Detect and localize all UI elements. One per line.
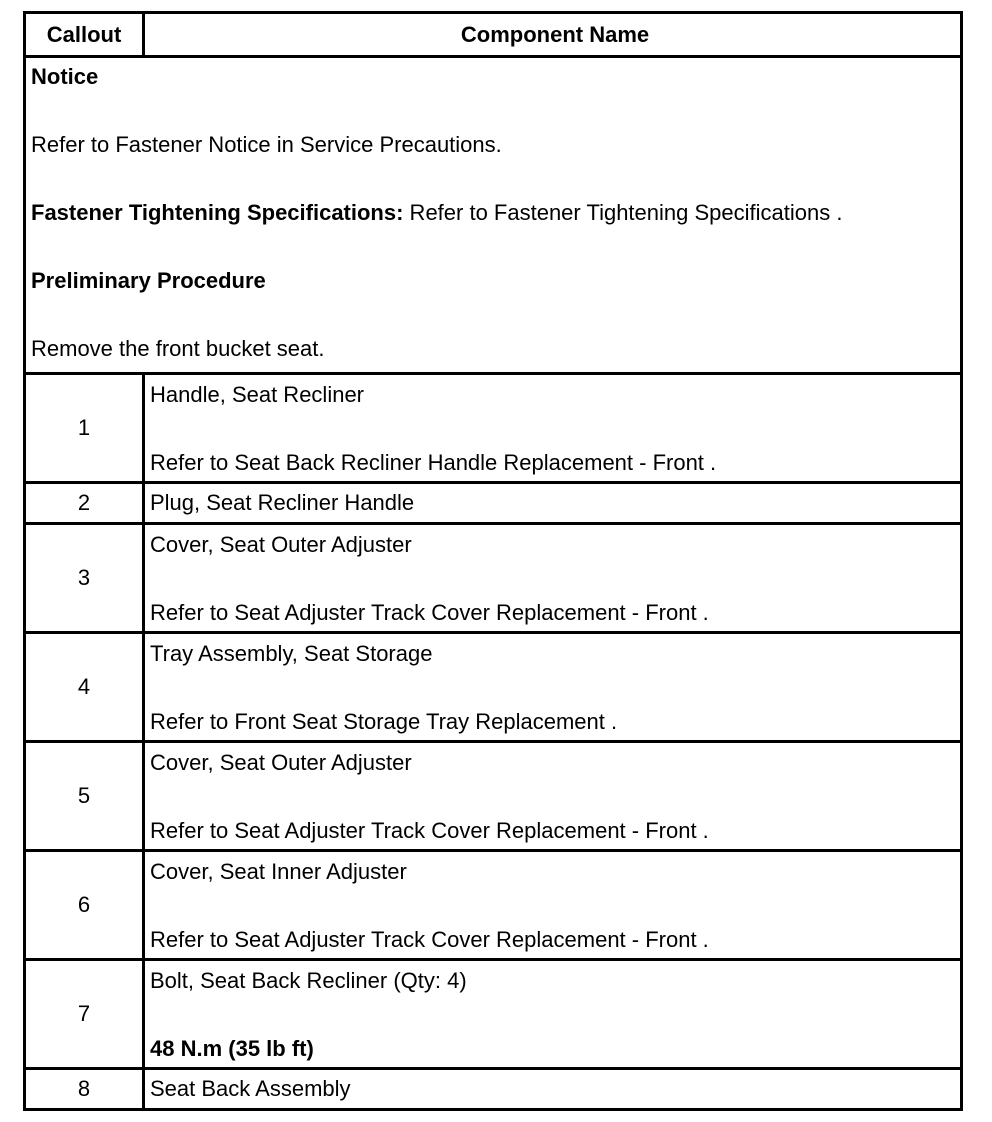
fastener-spec-text: Refer to Fastener Tightening Specifications . [403,200,843,225]
component-reference: Refer to Front Seat Storage Tray Replacement . [150,709,618,734]
callout-number: 6 [26,852,145,958]
component-table [23,11,963,1111]
preliminary-procedure-title: Preliminary Procedure [31,268,266,293]
notice-cell [26,58,960,372]
torque-spec: 48 N.m (35 lb ft) [150,1036,314,1061]
table-row [26,481,960,522]
callout-number: 8 [26,1070,145,1108]
notice-title: Notice [31,64,99,89]
notice-row [26,55,960,372]
table-row [26,372,960,481]
component-name: Tray Assembly, Seat Storage [150,641,433,666]
callout-header: Callout [26,14,145,55]
table-row [26,1067,960,1108]
fastener-spec-line [31,202,955,224]
callout-number: 2 [26,484,145,522]
component-reference: Refer to Seat Back Recliner Handle Replacement - Front . [150,450,717,475]
component-name-header: Component Name [460,21,650,47]
notice-text: Refer to Fastener Notice in Service Precautions. [31,132,502,157]
callout-number: 1 [26,375,145,481]
component-reference: Refer to Seat Adjuster Track Cover Replacement - Front . [150,818,709,843]
table-row [26,958,960,1067]
table-row [26,522,960,631]
table-row [26,631,960,740]
fastener-spec-label: Fastener Tightening Specifications: [31,200,404,225]
component-name: Cover, Seat Outer Adjuster [150,750,412,775]
callout-number: 5 [26,743,145,849]
component-name: Bolt, Seat Back Recliner (Qty: 4) [150,968,467,993]
component-name: Plug, Seat Recliner Handle [150,490,415,515]
preliminary-procedure-text: Remove the front bucket seat. [31,336,325,361]
callout-number: 7 [26,961,145,1067]
table-header-row [26,14,960,55]
component-reference: Refer to Seat Adjuster Track Cover Replacement - Front . [150,600,709,625]
table-row [26,740,960,849]
component-name: Cover, Seat Inner Adjuster [150,859,407,884]
table-row [26,849,960,958]
callout-number: 3 [26,525,145,631]
callout-number: 4 [26,634,145,740]
component-name: Cover, Seat Outer Adjuster [150,532,412,557]
component-name: Handle, Seat Recliner [150,382,365,407]
component-name: Seat Back Assembly [150,1076,351,1101]
component-reference: Refer to Seat Adjuster Track Cover Replacement - Front . [150,927,709,952]
